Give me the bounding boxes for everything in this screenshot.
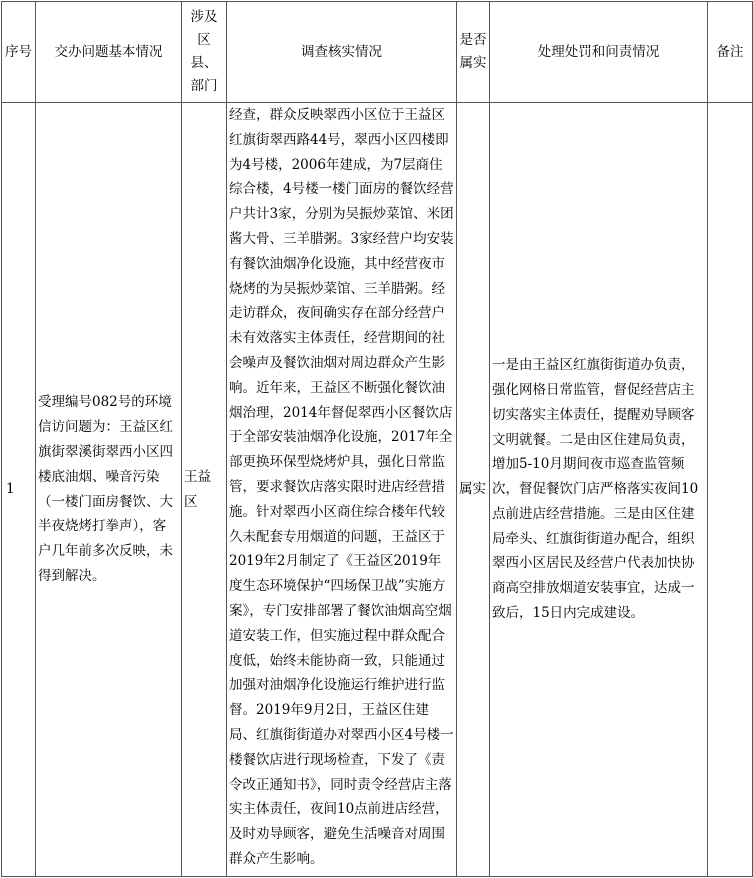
cell-region: 王益区: [182, 103, 227, 877]
cell-findings: 经查，群众反映翠西小区位于王益区红旗街翠西路44号，翠西小区四楼即为4号楼，2006年建成，为7层商住综合楼，4号楼一楼门面房的餐饮经营户共计3家，分别为吴振炒菜馆、米团酱大骨、三羊腊粥。3家经营户均安装有餐饮油烟净化设施，其中经营夜市烧烤的为吴振炒菜馆、三羊腊粥。经走访群众，夜间确实存在部分经营户未有效落实主体责任，经营期间的社会噪声及餐饮油烟对周边群众产生影响。近年来，王益区不断强化餐饮油烟治理，2014年督促翠西小区餐饮店于全部安装油烟净化设施，2017年全部更换环保型烧烤炉具，强化日常监管，要求餐饮店落实限时进店经营措施。针对翠西小区商住综合楼年代较久未配套专用烟道的问题，王益区于2019年2月制定了《王益区2019年度生态环境保护“四场保卫战”实施方案》，专门安排部署了餐饮油烟高空烟道安装工作，但实施过程中群众配合度低，始终未能协商一致，只能通过加强对油烟净化设施运行维护进行监督。2019年9月2日，王益区住建局、红旗街街道办对翠西小区4号楼一楼餐饮店进行现场检查，下发了《责令改正通知书》，同时责令经营店主落实主体责任，夜间10点前进店经营，及时劝导顾客，避免生活噪音对周围群众产生影响。: [227, 103, 457, 877]
table-row: [2, 103, 753, 877]
cell-verified: 属实: [457, 103, 490, 877]
cell-remark: [708, 103, 753, 877]
header-issue: 交办问题基本情况: [36, 2, 182, 103]
cell-issue: 受理编号082号的环境信访问题为：王益区红旗街翠溪街翠西小区四楼底油烟、噪音污染（一楼门面房餐饮、大半夜烧烤打拳声），客户几年前多次反映，未得到解决。: [36, 103, 182, 877]
header-seq: 序号: [2, 2, 36, 103]
table-header-row: [2, 2, 753, 103]
complaint-table: [1, 1, 753, 877]
header-region: 涉及区县、部门: [182, 2, 227, 103]
header-findings: 调查核实情况: [227, 2, 457, 103]
header-verified: 是否属实: [457, 2, 490, 103]
header-remark: 备注: [708, 2, 753, 103]
cell-seq: 1: [2, 103, 36, 877]
cell-handling: 一是由王益区红旗街街道办负责，强化网格日常监管，督促经营店主切实落实主体责任，提醒劝导顾客文明就餐。二是由区住建局负责，增加5-10月期间夜市巡查监管频次，督促餐饮门店严格落实夜间10点前进店经营措施。三是由区住建局牵头、红旗街街道办配合，组织翠西小区居民及经营户代表加快协商高空排放烟道安装事宜，达成一致后，15日内完成建设。: [490, 103, 708, 877]
header-handling: 处理处罚和问责情况: [490, 2, 708, 103]
